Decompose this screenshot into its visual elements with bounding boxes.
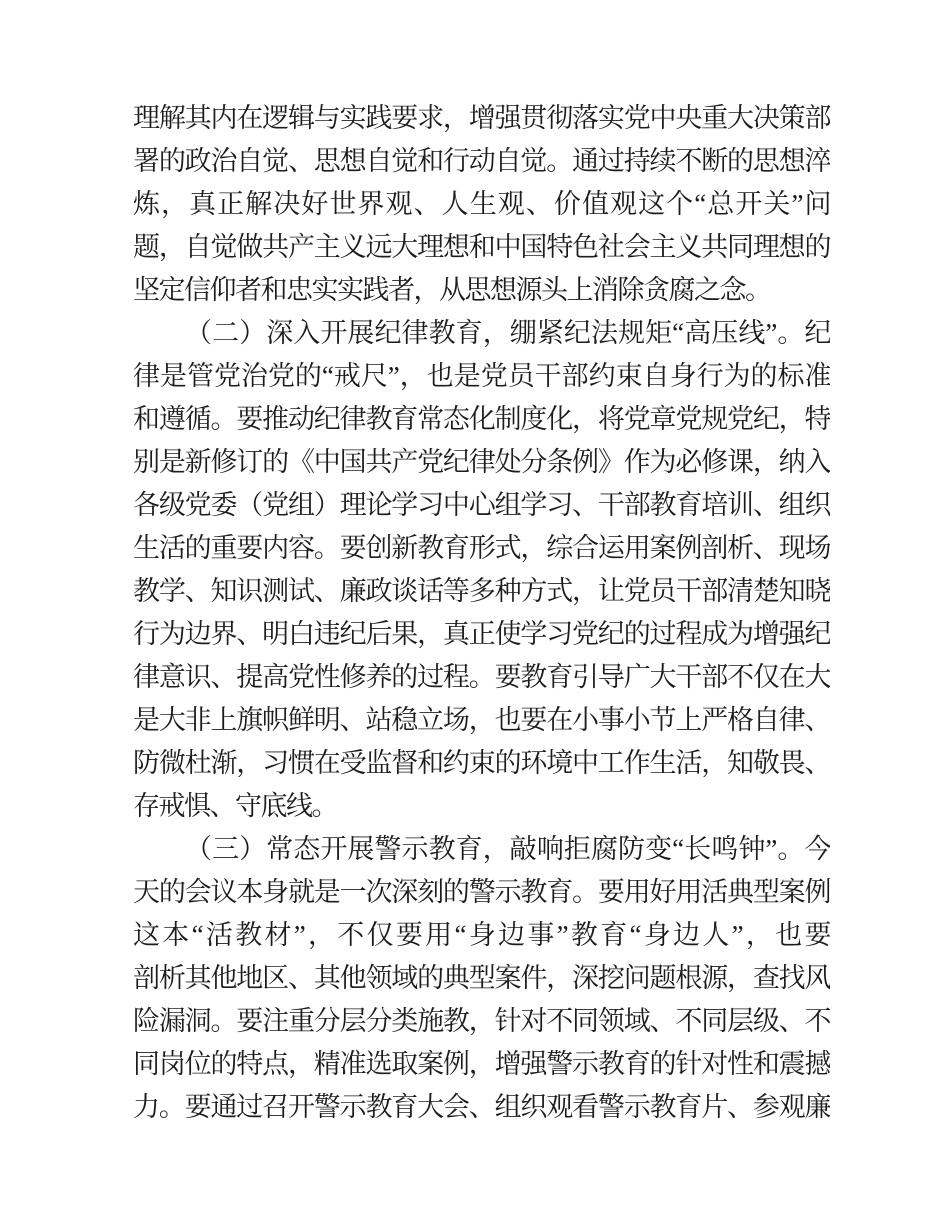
text-line: 各级党委（党组）理论学习中心组学习、干部教育培训、组织 [133,490,830,520]
text-line: 力。要通过召开警示教育大会、组织观看警示教育片、参观廉 [133,1092,830,1122]
text-line: 这本“活教材”，不仅要用“身边事”教育“身边人”，也要 [133,920,830,950]
text-line: 生活的重要内容。要创新教育形式，综合运用案例剖析、现场 [133,533,830,563]
text-line: 行为边界、明白违纪后果，真正使学习党纪的过程成为增强纪 [133,619,830,649]
paragraph [133,828,830,1129]
text-line: 剖析其他地区、其他领域的典型案件，深挖问题根源，查找风 [133,963,830,993]
text-line: 坚定信仰者和忠实实践者，从思想源头上消除贪腐之念。 [133,275,771,305]
text-line: 防微杜渐，习惯在受监督和约束的环境中工作生活，知敬畏、 [133,748,830,778]
text-line: 存戒惧、守底线。 [133,791,337,821]
text-block [133,97,830,1129]
text-line: 同岗位的特点，精准选取案例，增强警示教育的针对性和震撼 [133,1049,830,1079]
text-line: 险漏洞。要注重分层分类施教，针对不同领域、不同层级、不 [133,1006,830,1036]
text-line: 理解其内在逻辑与实践要求，增强贯彻落实党中央重大决策部 [133,103,830,133]
text-line: （三）常态开展警示教育，敲响拒腐防变“长鸣钟”。今 [185,834,830,864]
paragraph [133,97,830,312]
text-line: 教学、知识测试、廉政谈话等多种方式，让党员干部清楚知晓 [133,576,830,606]
paragraph [133,312,830,828]
text-line: 和遵循。要推动纪律教育常态化制度化，将党章党规党纪，特 [133,404,830,434]
text-line: 律是管党治党的“戒尺”，也是党员干部约束自身行为的标准 [133,361,830,391]
text-line: 署的政治自觉、思想自觉和行动自觉。通过持续不断的思想淬 [133,146,830,176]
text-line: 天的会议本身就是一次深刻的警示教育。要用好用活典型案例 [133,877,830,907]
text-line: 是大非上旗帜鲜明、站稳立场，也要在小事小节上严格自律、 [133,705,830,735]
text-line: 别是新修订的《中国共产党纪律处分条例》作为必修课，纳入 [133,447,830,477]
text-line: （二）深入开展纪律教育，绷紧纪法规矩“高压线”。纪 [185,318,830,348]
text-line: 题，自觉做共产主义远大理想和中国特色社会主义共同理想的 [133,232,830,262]
text-line: 炼，真正解决好世界观、人生观、价值观这个“总开关”问 [133,189,830,219]
text-line: 律意识、提高党性修养的过程。要教育引导广大干部不仅在大 [133,662,830,692]
